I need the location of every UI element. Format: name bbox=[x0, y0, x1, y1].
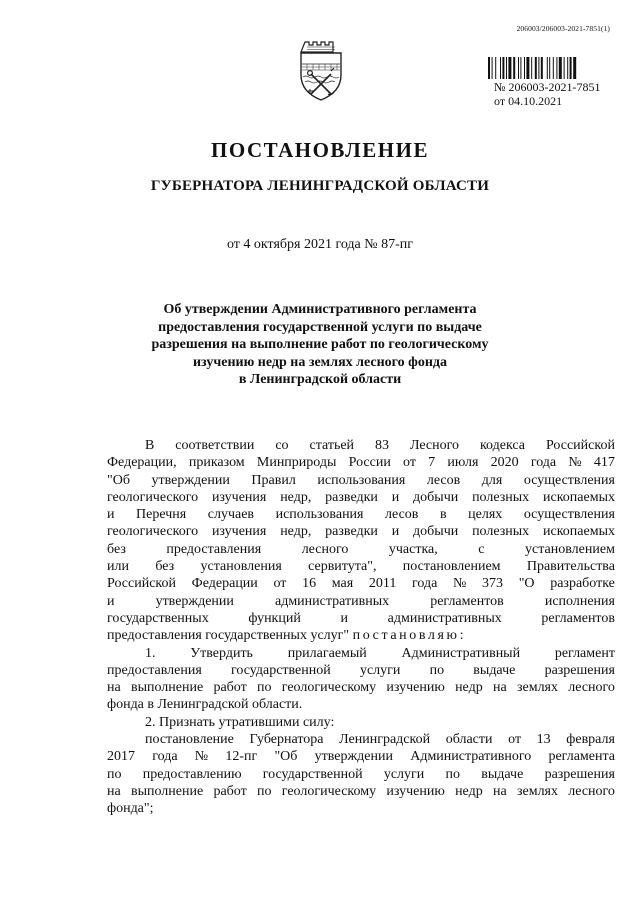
body-word: работ bbox=[213, 783, 247, 799]
body-word: государственных bbox=[107, 610, 209, 626]
document-code: 206003/206003-2021-7851(1) bbox=[516, 24, 610, 33]
body-word: добычи bbox=[413, 524, 459, 540]
body-word: полезных bbox=[472, 489, 530, 505]
body-word: по bbox=[445, 766, 460, 782]
body-word: приказом bbox=[188, 455, 245, 471]
body-word: "Об bbox=[107, 472, 130, 488]
body-word: государственной bbox=[262, 766, 363, 782]
body-word: изучения bbox=[211, 489, 267, 505]
heading-line: предоставления государственной услуги по выдаче bbox=[158, 319, 482, 335]
body-word: 83 bbox=[375, 438, 389, 453]
body-line bbox=[107, 437, 615, 454]
heading-line: Об утверждении Административного регламента bbox=[163, 302, 477, 317]
body-word: 373 bbox=[482, 576, 504, 592]
body-word: ископаемых bbox=[543, 524, 615, 540]
body-line bbox=[107, 783, 615, 800]
body-word: выдаче bbox=[481, 766, 524, 782]
body-word: сервитута", bbox=[308, 559, 377, 575]
body-word: лесного bbox=[568, 680, 615, 696]
body-word: июля bbox=[447, 455, 479, 471]
body-word: Административного bbox=[410, 749, 532, 765]
body-word: геологического bbox=[107, 489, 199, 505]
coat-of-arms-emblem bbox=[295, 38, 347, 102]
body-line bbox=[107, 766, 615, 783]
barcode-bar bbox=[538, 57, 539, 79]
body-word: Утвердить bbox=[190, 645, 253, 661]
body-word: на bbox=[492, 783, 507, 799]
body-word: геологического bbox=[107, 524, 199, 540]
body-word: и bbox=[391, 489, 400, 505]
body-word: "Об bbox=[274, 749, 298, 765]
body-word: Федерации bbox=[191, 576, 258, 592]
barcode-bar bbox=[506, 57, 507, 79]
body-word: или bbox=[107, 559, 129, 575]
body-word: 2011 bbox=[368, 576, 397, 592]
body-line bbox=[107, 558, 615, 575]
body-word: использования bbox=[275, 507, 364, 523]
body-word: года bbox=[530, 455, 557, 471]
body-word: Российской bbox=[107, 576, 176, 592]
body-word: утверждении bbox=[155, 593, 234, 609]
body-word: постановление bbox=[145, 732, 234, 748]
barcode-bar bbox=[492, 57, 493, 79]
body-word: функций bbox=[248, 610, 301, 626]
body-word: кодекса bbox=[479, 438, 526, 453]
body-word: 1. bbox=[145, 645, 156, 661]
body-word: № bbox=[568, 455, 582, 471]
barcode-bar bbox=[513, 57, 515, 79]
body-word: на bbox=[107, 680, 121, 696]
barcode-bar bbox=[573, 57, 576, 79]
body-word: выдаче bbox=[473, 662, 516, 678]
body-word: статьей bbox=[309, 438, 355, 453]
body-word: землях bbox=[516, 783, 558, 799]
body-word: разработке bbox=[550, 576, 615, 592]
body-word: полезных bbox=[472, 524, 530, 540]
body-word: геологическому bbox=[281, 783, 377, 799]
body-word: разведки bbox=[325, 524, 378, 540]
body-word: целях bbox=[468, 507, 503, 523]
barcode-bar bbox=[520, 57, 521, 79]
body-line bbox=[107, 593, 615, 610]
body-word: 13 bbox=[536, 732, 551, 748]
body-word: изучению bbox=[386, 783, 445, 799]
body-word: лесного bbox=[568, 783, 615, 799]
body-word: по bbox=[107, 766, 122, 782]
body-word: со bbox=[275, 438, 289, 453]
body-word: недр bbox=[455, 680, 483, 696]
body-line bbox=[107, 472, 615, 489]
body-word: изучению bbox=[386, 680, 445, 696]
body-word: услуги bbox=[383, 766, 425, 782]
document-date: от 4 октября 2021 года № 87-пг bbox=[226, 237, 414, 252]
body-word: В bbox=[145, 438, 155, 453]
body-word: лесов bbox=[426, 472, 461, 488]
body-line bbox=[107, 748, 615, 765]
body-line bbox=[107, 506, 615, 523]
body-word: года bbox=[152, 749, 178, 765]
body-word: прилагаемый bbox=[287, 645, 367, 661]
barcode-bar bbox=[518, 57, 519, 79]
body-word: и bbox=[107, 507, 115, 523]
body-word: "О bbox=[518, 576, 535, 592]
body-word: на bbox=[107, 783, 121, 799]
body-word: лесного bbox=[301, 541, 349, 557]
body-line bbox=[107, 731, 615, 748]
body-word: 7 bbox=[428, 455, 436, 471]
body-word: 417 bbox=[593, 455, 615, 471]
body-word: для bbox=[481, 472, 503, 488]
body-word: Правил bbox=[251, 472, 296, 488]
body-word: предоставлению bbox=[142, 766, 242, 782]
barcode-bar bbox=[531, 57, 532, 79]
body-word: регламент bbox=[554, 645, 615, 661]
body-word: мая bbox=[331, 576, 354, 592]
body-word: Перечня bbox=[136, 507, 187, 523]
body-word: административных bbox=[274, 593, 390, 609]
registration-number: № 206003-2021-7851 bbox=[494, 80, 601, 94]
body-word: года bbox=[412, 576, 438, 592]
body-line: 2. Признать утратившими силу: bbox=[145, 714, 335, 730]
body-line bbox=[107, 489, 615, 506]
body-word: и bbox=[340, 610, 348, 626]
body-word: услуги bbox=[359, 662, 401, 678]
body-word: установления bbox=[200, 559, 282, 575]
document-title: ПОСТАНОВЛЕНИЕ bbox=[211, 138, 429, 162]
body-word: работ bbox=[213, 680, 247, 696]
body-word: области bbox=[445, 732, 493, 748]
barcode-bar bbox=[526, 57, 529, 79]
body-word: с bbox=[478, 541, 485, 557]
registration-date: от 04.10.2021 bbox=[494, 94, 563, 108]
body-word: от bbox=[403, 455, 416, 471]
body-word: участка, bbox=[388, 541, 438, 557]
body-word: Губернатора bbox=[249, 732, 324, 748]
barcode-bar bbox=[553, 57, 554, 79]
barcode-bar bbox=[556, 57, 557, 79]
body-word: разрешения bbox=[544, 766, 615, 782]
body-line: фонда в Ленинградской области. bbox=[107, 697, 303, 713]
barcode-bar bbox=[541, 57, 543, 79]
body-word: регламентов bbox=[541, 610, 615, 626]
body-word: ископаемых bbox=[543, 489, 615, 505]
body-word: на bbox=[492, 680, 507, 696]
barcode-bar bbox=[549, 57, 550, 79]
body-word: землях bbox=[516, 680, 558, 696]
body-word: предоставления bbox=[166, 541, 262, 557]
body-word: февраля bbox=[566, 732, 615, 748]
body-line bbox=[107, 610, 615, 627]
body-word: добычи bbox=[413, 489, 459, 505]
barcode-bar bbox=[567, 57, 568, 79]
barcode-bar bbox=[495, 57, 496, 79]
body-word: 2017 bbox=[107, 749, 135, 765]
body-line bbox=[107, 523, 615, 540]
body-word: Административный bbox=[401, 645, 521, 661]
body-word: государственной bbox=[230, 662, 331, 678]
body-word: 16 bbox=[302, 576, 317, 592]
body-word: установлением bbox=[525, 541, 615, 557]
barcode-bar bbox=[524, 57, 525, 79]
barcode-bar bbox=[502, 57, 504, 79]
barcode-bar bbox=[564, 57, 565, 79]
body-word: Минприроды bbox=[256, 455, 337, 471]
body-line bbox=[107, 541, 615, 558]
barcode-bar bbox=[559, 57, 562, 79]
body-word: от bbox=[508, 732, 522, 748]
body-word: выполнение bbox=[130, 783, 204, 799]
body-word: административных bbox=[387, 610, 502, 626]
body-word: осуществления bbox=[523, 507, 615, 523]
body-word: без bbox=[155, 559, 175, 575]
body-word: по bbox=[429, 662, 445, 678]
decree-keyword: постановляю: bbox=[352, 628, 467, 644]
barcode-bar bbox=[570, 57, 572, 79]
body-word: от bbox=[273, 576, 287, 592]
barcode-bar bbox=[535, 57, 537, 79]
heading-line: в Ленинградской области bbox=[238, 372, 402, 387]
body-word: по bbox=[257, 783, 272, 799]
body-word: недр, bbox=[280, 524, 312, 540]
body-word: изучения bbox=[211, 524, 267, 540]
body-line bbox=[107, 662, 615, 679]
body-text: предоставления государственных услуг" bbox=[107, 628, 350, 644]
body-word: регламента bbox=[548, 749, 615, 765]
body-word: по bbox=[257, 680, 272, 696]
body-word: № bbox=[194, 749, 209, 765]
barcode-bar bbox=[508, 57, 511, 79]
body-word: 12-пг bbox=[225, 749, 258, 765]
body-word: 2020 bbox=[490, 455, 519, 471]
body-word: предоставления bbox=[107, 662, 202, 678]
heading-line: разрешения на выполнение работ по геологическому bbox=[151, 337, 489, 352]
body-word: Российской bbox=[545, 438, 615, 453]
body-word: разрешения bbox=[544, 662, 615, 678]
body-word: осуществления bbox=[523, 472, 615, 488]
body-word: исполнения bbox=[544, 593, 615, 609]
body-word: Ленинградской bbox=[339, 732, 431, 748]
resolution-body bbox=[107, 437, 615, 818]
body-word: Федерации, bbox=[107, 455, 177, 471]
body-word: без bbox=[107, 541, 126, 557]
body-word: в bbox=[439, 507, 447, 523]
document-subtitle: ГУБЕРНАТОРА ЛЕНИНГРАДСКОЙ ОБЛАСТИ bbox=[150, 178, 490, 194]
body-word: России bbox=[348, 455, 391, 471]
body-word: недр bbox=[455, 783, 483, 799]
body-word: Лесного bbox=[409, 438, 459, 453]
body-word: недр, bbox=[280, 489, 312, 505]
body-word: лесов bbox=[385, 507, 419, 523]
body-word: Правительства bbox=[526, 559, 615, 575]
barcode bbox=[488, 57, 608, 79]
body-line bbox=[107, 627, 615, 644]
body-line bbox=[107, 454, 615, 471]
body-word: и bbox=[107, 593, 115, 609]
body-word: использования bbox=[317, 472, 406, 488]
barcode-bar bbox=[488, 57, 490, 79]
body-word: соответствии bbox=[175, 438, 255, 453]
body-word: выполнение bbox=[130, 680, 204, 696]
resolution-heading bbox=[0, 301, 640, 389]
barcode-bar bbox=[547, 57, 548, 79]
heading-line: изучению недр на землях лесного фонда bbox=[192, 354, 448, 370]
body-line bbox=[107, 645, 615, 662]
body-word: регламентов bbox=[430, 593, 504, 609]
body-line bbox=[107, 679, 615, 696]
body-line bbox=[107, 575, 615, 592]
body-word: случаев bbox=[207, 507, 255, 523]
body-word: разведки bbox=[325, 489, 378, 505]
body-line: фонда"; bbox=[107, 801, 154, 817]
body-word: и bbox=[391, 524, 400, 540]
barcode-bar bbox=[500, 57, 501, 79]
body-word: геологическому bbox=[281, 680, 377, 696]
body-word: утверждении bbox=[151, 472, 230, 488]
body-word: № bbox=[453, 576, 467, 592]
body-word: постановлением bbox=[402, 559, 501, 575]
body-word: утверждении bbox=[314, 749, 393, 765]
